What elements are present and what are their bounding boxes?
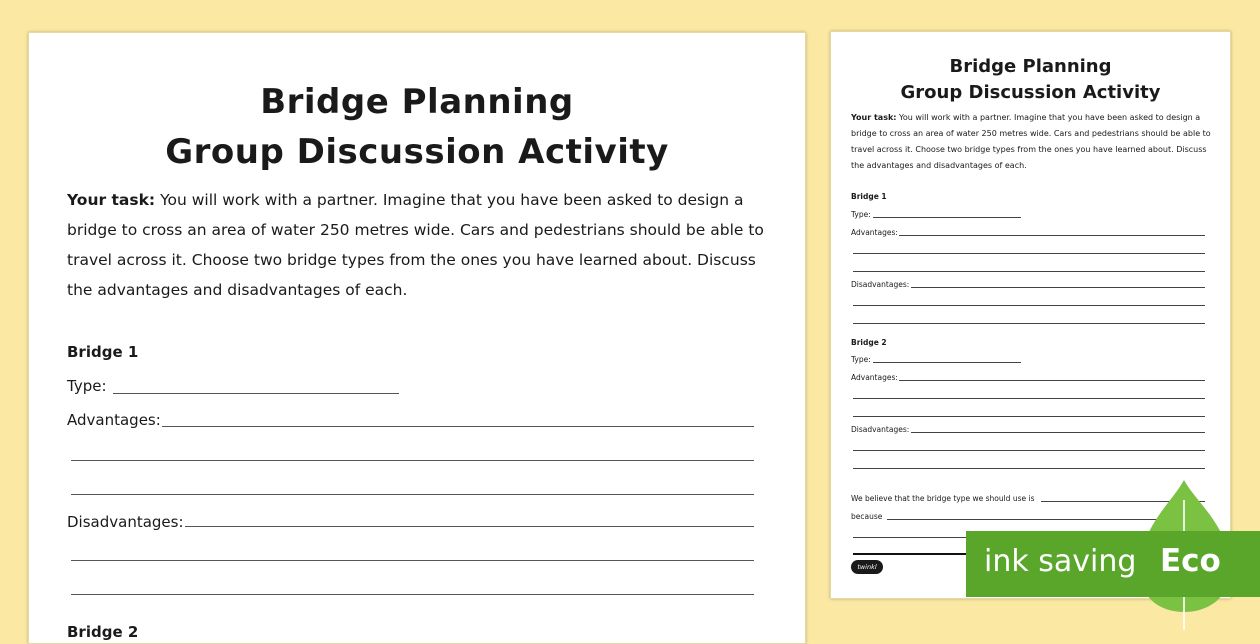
task-instructions [67, 185, 767, 305]
answer-line [853, 323, 1205, 324]
advantages-label: Advantages: [851, 373, 898, 382]
type-label: Type: [67, 377, 107, 395]
bridge-2-heading: Bridge 2 [67, 623, 139, 641]
answer-line [71, 560, 754, 561]
eco-label: Eco [1160, 543, 1221, 579]
disadvantages-label: Disadvantages: [851, 425, 910, 434]
disadvantages-answer-line [911, 287, 1205, 288]
task-label: Your task: [67, 191, 156, 209]
advantages-answer-line [899, 235, 1205, 236]
task-label: Your task: [851, 113, 897, 122]
answer-line [853, 398, 1205, 399]
answer-line [853, 450, 1205, 451]
type-answer-line [113, 393, 399, 394]
task-text: You will work with a partner. Imagine that you have been asked to design a bridge to cross an area of water 250 metres wide. Cars and pedestrians should be able to travel across it. Choose two bridge types from the ones you have learned about. Discuss the advantages and disadvantages of each. [851, 113, 1211, 170]
worksheet-title [29, 77, 805, 177]
task-text: You will work with a partner. Imagine that you have been asked to design a bridge to cross an area of water 250 metres wide. Cars and pedestrians should be able to travel across it. Choose two bridge types from the ones you have learned about. Discuss the advantages and disadvantages of each. [67, 191, 764, 299]
worksheet-preview-large [28, 32, 806, 644]
type-label: Type: [851, 210, 871, 219]
answer-line [853, 253, 1205, 254]
advantages-label: Advantages: [851, 228, 898, 237]
advantages-answer-line [162, 426, 754, 427]
bridge-1-heading: Bridge 1 [67, 343, 139, 361]
answer-line [853, 416, 1205, 417]
type-answer-line [873, 217, 1021, 218]
task-instructions [851, 110, 1215, 174]
bridge-1-heading: Bridge 1 [851, 192, 887, 201]
because-label: because [851, 512, 883, 521]
answer-line [853, 305, 1205, 306]
worksheet-title [831, 54, 1230, 106]
type-label: Type: [851, 355, 871, 364]
answer-line [71, 594, 754, 595]
twinkl-logo: twinkl [851, 560, 883, 574]
conclusion-text: We believe that the bridge type we should use is [851, 494, 1035, 503]
disadvantages-answer-line [911, 432, 1205, 433]
ink-saving-label: ink saving [984, 544, 1137, 579]
answer-line [71, 460, 754, 461]
advantages-label: Advantages: [67, 411, 161, 429]
disadvantages-label: Disadvantages: [67, 513, 184, 531]
disadvantages-answer-line [185, 526, 754, 527]
type-answer-line [873, 362, 1021, 363]
bridge-2-heading: Bridge 2 [851, 338, 887, 347]
title-line-2: Group Discussion Activity [900, 82, 1161, 103]
answer-line [853, 468, 1205, 469]
title-line-2: Group Discussion Activity [165, 132, 669, 172]
advantages-answer-line [899, 380, 1205, 381]
answer-line [853, 271, 1205, 272]
answer-line [71, 494, 754, 495]
title-line-1: Bridge Planning [949, 56, 1112, 77]
title-line-1: Bridge Planning [260, 82, 574, 122]
disadvantages-label: Disadvantages: [851, 280, 910, 289]
